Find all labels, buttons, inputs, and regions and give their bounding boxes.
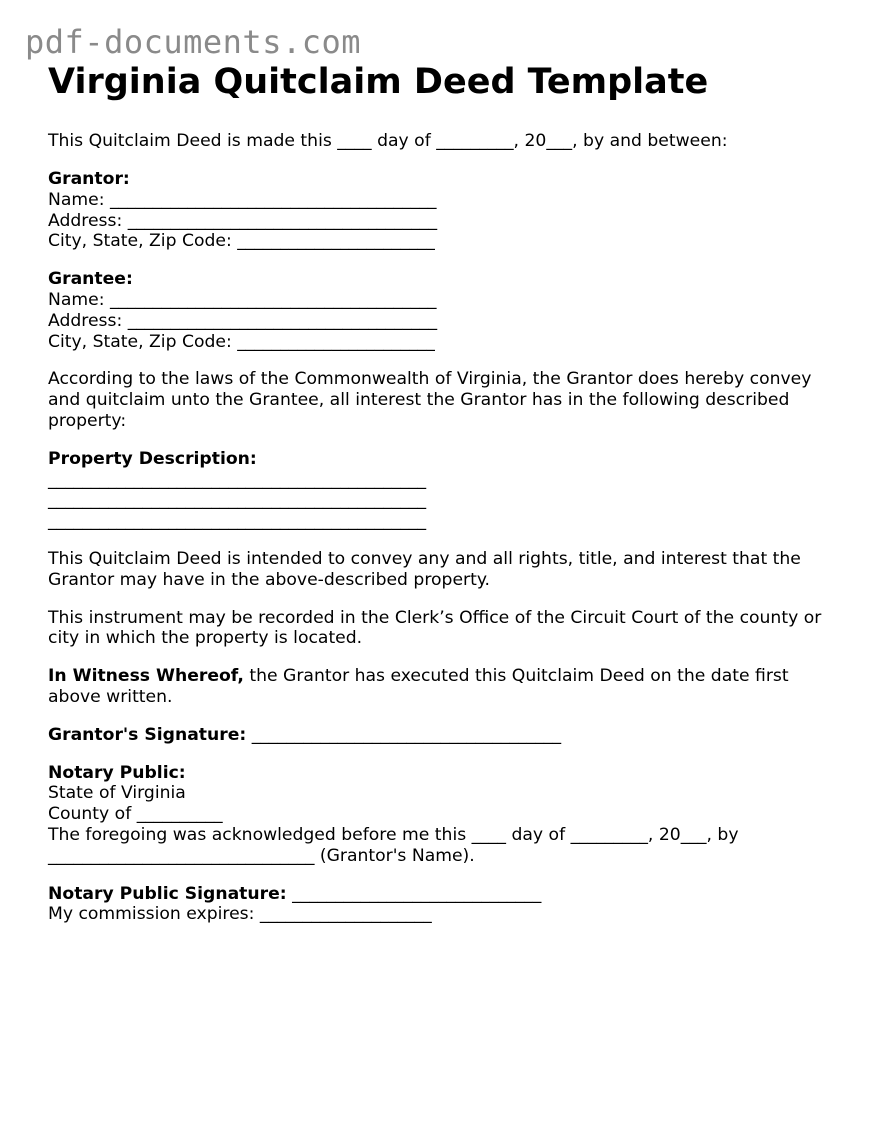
grantee-city-field: City, State, Zip Code: _______________________ xyxy=(48,331,435,352)
conveyance-line: property: xyxy=(48,411,127,432)
grantor-section xyxy=(48,169,848,252)
notary-state: State of Virginia xyxy=(48,783,186,804)
grantee-section xyxy=(48,269,848,352)
intent-paragraph xyxy=(48,549,848,591)
grantor-name-field: Name: ______________________________________ xyxy=(48,189,437,210)
notary-signature-label: Notary Public Signature: xyxy=(48,883,287,904)
document-page xyxy=(48,62,848,942)
grantor-signature-blank: ____________________________________ xyxy=(246,724,562,745)
notary-signature-section xyxy=(48,884,848,926)
document-title: Virginia Quitclaim Deed Template xyxy=(48,62,709,102)
grantor-address-field: Address: ____________________________________ xyxy=(48,210,438,231)
witness-paragraph xyxy=(48,666,848,708)
intent-line: This Quitclaim Deed is intended to convey any and all rights, title, and interest that the xyxy=(48,549,801,569)
notary-heading: Notary Public: xyxy=(48,762,186,783)
notary-acknowledgment: The foregoing was acknowledged before me this ____ day of _________, 20___, by xyxy=(48,824,739,845)
conveyance-line: According to the laws of the Commonwealth of Virginia, the Grantor does hereby convey xyxy=(48,369,812,390)
grantor-signature-line xyxy=(48,725,848,746)
property-blank-line: ____________________________________________ xyxy=(48,469,427,490)
watermark-text: pdf-documents.com xyxy=(25,23,362,61)
notary-section xyxy=(48,763,848,867)
grantor-heading: Grantor: xyxy=(48,169,130,190)
intro-paragraph: This Quitclaim Deed is made this ____ day of _________, 20___, by and between: xyxy=(48,131,728,152)
notary-signature-blank: _____________________________ xyxy=(286,883,542,904)
property-section xyxy=(48,449,848,532)
property-blank-line: ____________________________________________ xyxy=(48,490,427,511)
conveyance-paragraph xyxy=(48,369,848,431)
grantee-heading: Grantee: xyxy=(48,269,133,290)
property-blank-line: ____________________________________________ xyxy=(48,511,427,532)
property-heading: Property Description: xyxy=(48,448,257,469)
commission-expires: My commission expires: ____________________ xyxy=(48,904,432,925)
conveyance-line: and quitclaim unto the Grantee, all interest the Grantor has in the following described xyxy=(48,390,790,411)
witness-heading: In Witness Whereof, xyxy=(48,666,244,687)
witness-text: above written. xyxy=(48,686,173,707)
grantor-city-field: City, State, Zip Code: _______________________ xyxy=(48,231,435,252)
recording-line: This instrument may be recorded in the Clerk’s Office of the Circuit Court of the county or xyxy=(48,607,822,628)
grantor-signature-label: Grantor's Signature: xyxy=(48,724,247,745)
recording-paragraph xyxy=(48,608,848,650)
recording-line: city in which the property is located. xyxy=(48,628,363,649)
notary-acknowledgment: _______________________________ (Grantor's Name). xyxy=(48,845,475,866)
witness-text: the Grantor has executed this Quitclaim Deed on the date first xyxy=(243,666,789,687)
grantee-name-field: Name: ______________________________________ xyxy=(48,290,437,311)
intent-line: Grantor may have in the above-described property. xyxy=(48,569,491,590)
grantee-address-field: Address: ____________________________________ xyxy=(48,310,438,331)
notary-county: County of __________ xyxy=(48,804,223,825)
